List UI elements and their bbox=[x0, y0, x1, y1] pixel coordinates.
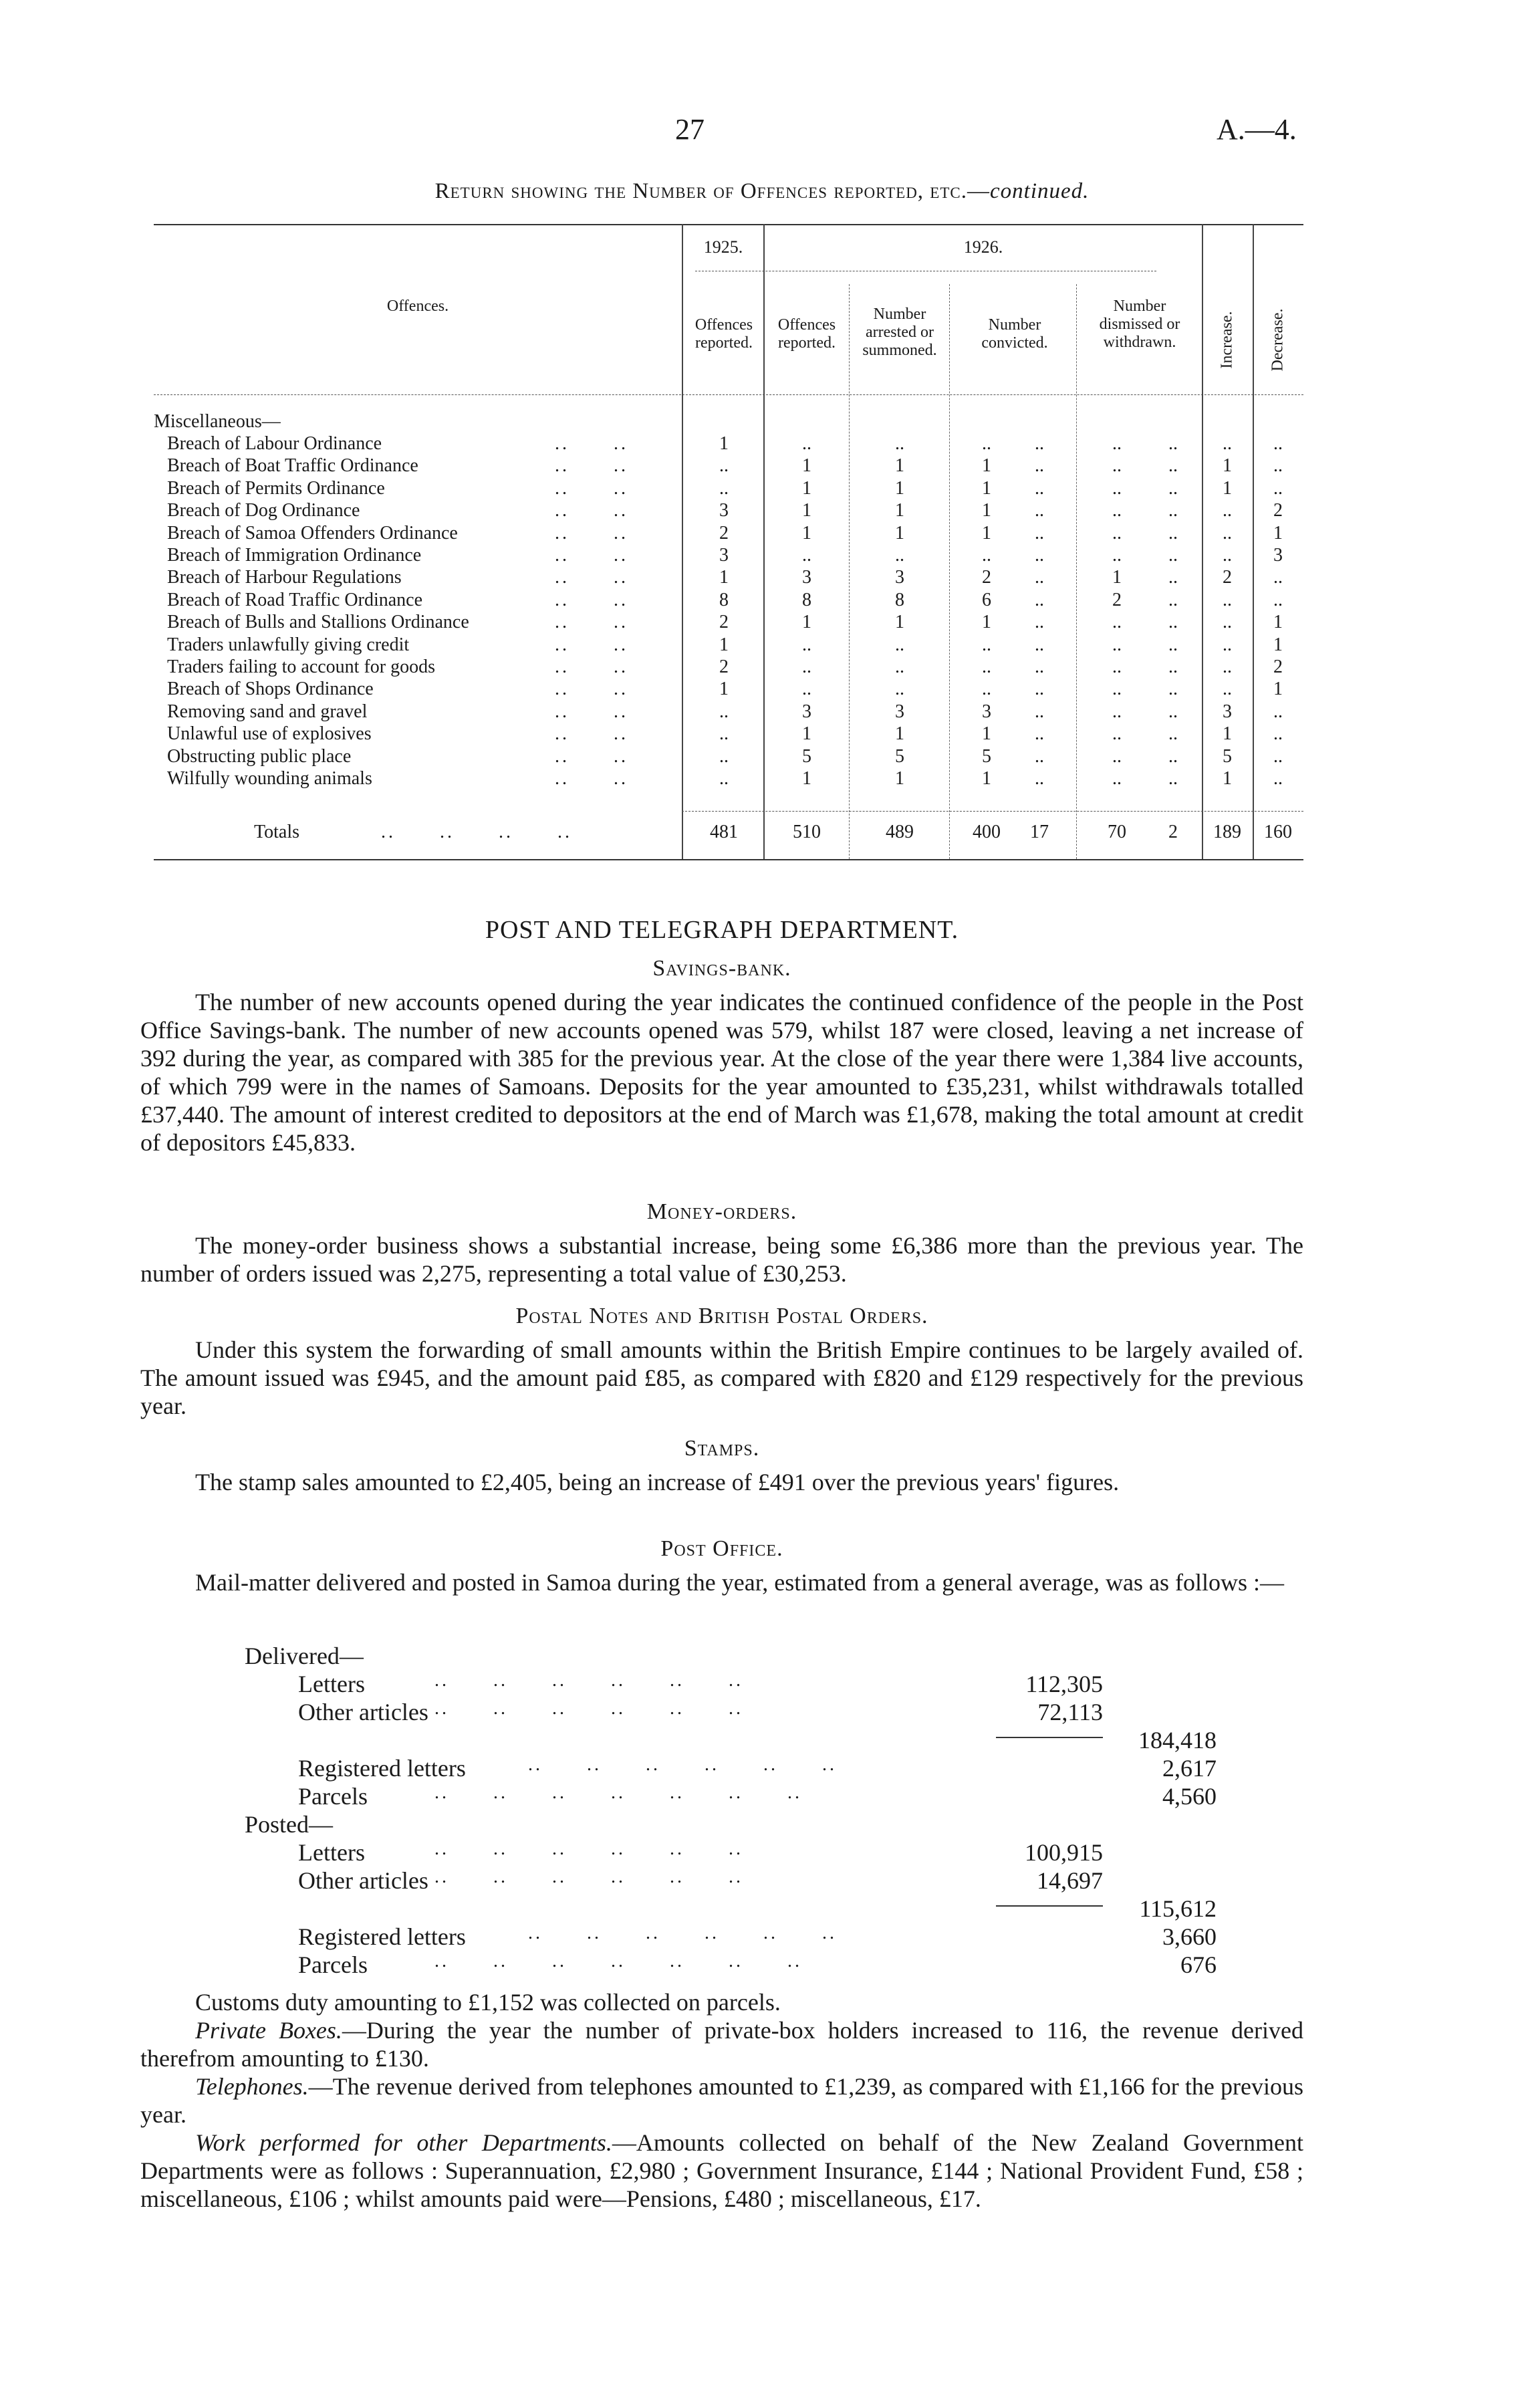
row-label: Breach of Harbour Regulations bbox=[167, 567, 402, 588]
boxes-paragraph bbox=[140, 2016, 1303, 2072]
cell-dec: .. bbox=[1273, 589, 1283, 610]
row-label: Breach of Road Traffic Ordinance bbox=[167, 589, 423, 610]
leader-dots: .. .. bbox=[555, 612, 628, 633]
cell-conv_a: .. bbox=[982, 634, 991, 655]
row-label: Unlawful use of explosives bbox=[167, 723, 372, 745]
table-row bbox=[154, 590, 1303, 612]
boxes-text: —During the year the number of private-box holders increased to 116, the revenue derived therefrom amounting to £130. bbox=[140, 2017, 1304, 2072]
cell-arr: 1 bbox=[895, 612, 904, 633]
cell-r1925: .. bbox=[719, 701, 729, 722]
cell-arr: .. bbox=[895, 679, 904, 700]
cell-conv_a: 3 bbox=[982, 701, 991, 722]
work-paragraph bbox=[140, 2129, 1303, 2213]
leader-dots: .. .. bbox=[555, 433, 628, 454]
table-row bbox=[154, 545, 1303, 567]
cell-dis_b: .. bbox=[1168, 723, 1178, 745]
cell-inc: .. bbox=[1223, 545, 1232, 566]
leader-dots: .. .. .. .. .. .. bbox=[434, 1698, 743, 1719]
cell-inc: 1 bbox=[1223, 723, 1232, 745]
cell-dis_b: .. bbox=[1168, 612, 1178, 633]
cell-arr: 5 bbox=[895, 745, 904, 767]
table-row bbox=[154, 478, 1303, 500]
cell-conv_b: .. bbox=[1035, 433, 1044, 454]
cell-conv_a: 1 bbox=[982, 522, 991, 544]
telephones-paragraph bbox=[140, 2072, 1303, 2129]
posted-other-label: Other articles bbox=[298, 1867, 428, 1894]
col-header-arrested: Number arrested or summoned. bbox=[862, 306, 937, 359]
cell-inc: .. bbox=[1223, 522, 1232, 544]
col-header-year-1926: 1926. bbox=[963, 237, 1003, 257]
table-row bbox=[154, 433, 1303, 455]
postal-paragraph: Under this system the forwarding of small amounts within the British Empire continues to be largely availed of. The amount issued was £945, and the amount paid £85, as compared with £820 and £129 respectively for the previous year. bbox=[140, 1336, 1303, 1419]
cell-arr: 1 bbox=[895, 477, 904, 499]
table-title-main: Return showing the Number of Offences reported, etc.— bbox=[434, 179, 990, 203]
totals-label: Totals bbox=[254, 822, 300, 842]
posted-letters-label: Letters bbox=[298, 1839, 365, 1866]
row-label: Breach of Immigration Ordinance bbox=[167, 545, 422, 566]
cell-conv_b: .. bbox=[1035, 656, 1044, 677]
totals-cell-r1925: 481 bbox=[710, 822, 738, 842]
cell-r1925: 1 bbox=[719, 634, 729, 655]
delivered-other-value: 72,113 bbox=[1037, 1699, 1103, 1725]
cell-dis_b: .. bbox=[1168, 567, 1178, 588]
cell-r1926: 1 bbox=[802, 768, 811, 789]
cell-r1925: .. bbox=[719, 455, 729, 477]
totals-cell-conv_b: 17 bbox=[1030, 822, 1049, 842]
cell-r1926: .. bbox=[802, 545, 811, 566]
col-header-reported-1926: Offences reported. bbox=[777, 316, 836, 352]
table-row bbox=[154, 455, 1303, 477]
cell-conv_a: 1 bbox=[982, 477, 991, 499]
cell-conv_b: .. bbox=[1035, 455, 1044, 477]
cell-conv_a: .. bbox=[982, 656, 991, 677]
cell-r1926: 1 bbox=[802, 522, 811, 544]
table-row bbox=[154, 656, 1303, 679]
cell-dec: 1 bbox=[1273, 522, 1283, 544]
cell-dis_b: .. bbox=[1168, 745, 1178, 767]
table-title-continued: continued. bbox=[990, 179, 1090, 203]
leader-dots: .. .. .. .. .. .. bbox=[434, 1867, 743, 1887]
office-intro: Mail-matter delivered and posted in Samoa during the year, estimated from a general average, was as follows :— bbox=[195, 1569, 1284, 1596]
cell-inc: .. bbox=[1223, 589, 1232, 610]
cell-conv_b: .. bbox=[1035, 612, 1044, 633]
totals-cell-dis_b: 2 bbox=[1168, 822, 1178, 842]
leader-dots: .. .. .. .. .. .. bbox=[434, 1670, 743, 1691]
row-label: Breach of Permits Ordinance bbox=[167, 477, 385, 499]
cell-dis_a: .. bbox=[1112, 500, 1122, 521]
cell-dec: 2 bbox=[1273, 500, 1283, 521]
cell-r1926: 1 bbox=[802, 723, 811, 745]
cell-conv_b: .. bbox=[1035, 745, 1044, 767]
cell-inc: .. bbox=[1223, 634, 1232, 655]
boxes-lead: Private Boxes. bbox=[195, 2017, 342, 2044]
cell-r1925: 1 bbox=[719, 567, 729, 588]
cell-dec: 1 bbox=[1273, 634, 1283, 655]
posted-label: Posted— bbox=[245, 1811, 334, 1838]
cell-conv_b: .. bbox=[1035, 545, 1044, 566]
cell-dis_b: .. bbox=[1168, 634, 1178, 655]
cell-dis_a: .. bbox=[1112, 656, 1122, 677]
col-header-reported-1925: Offences reported. bbox=[694, 316, 753, 352]
cell-inc: .. bbox=[1223, 679, 1232, 700]
cell-dec: .. bbox=[1273, 745, 1283, 767]
posted-parcels-label: Parcels bbox=[298, 1951, 368, 1978]
cell-conv_a: .. bbox=[982, 545, 991, 566]
leader-dots: .. .. bbox=[555, 723, 628, 745]
cell-dis_a: .. bbox=[1112, 522, 1122, 544]
cell-dis_a: 2 bbox=[1112, 589, 1122, 610]
cell-dis_b: .. bbox=[1168, 545, 1178, 566]
leader-dots: .. .. bbox=[555, 768, 628, 789]
totals-cell-conv_a: 400 bbox=[973, 822, 1001, 842]
cell-dis_b: .. bbox=[1168, 589, 1178, 610]
cell-dec: .. bbox=[1273, 701, 1283, 722]
cell-inc: 1 bbox=[1223, 768, 1232, 789]
row-label: Breach of Dog Ordinance bbox=[167, 500, 360, 521]
table-row bbox=[154, 746, 1303, 768]
cell-r1926: 3 bbox=[802, 567, 811, 588]
row-label: Breach of Shops Ordinance bbox=[167, 679, 374, 700]
work-text: —Amounts collected on behalf of the New Zealand Government Departments were as follows : Superannuation, £2,980 ; Government Insurance, £144 ; National Provident Fund, £58 ; miscellaneous, £106 ; whilst amounts paid were—Pensions, £480 ; miscellaneous, £17. bbox=[140, 2129, 1303, 2212]
cell-conv_a: .. bbox=[982, 679, 991, 700]
cell-inc: .. bbox=[1223, 656, 1232, 677]
totals-cell-arr: 489 bbox=[886, 822, 914, 842]
cell-conv_b: .. bbox=[1035, 768, 1044, 789]
totals-cell-inc: 189 bbox=[1213, 822, 1241, 842]
row-label: Obstructing public place bbox=[167, 745, 352, 767]
cell-r1925: 2 bbox=[719, 522, 729, 544]
cell-r1926: .. bbox=[802, 679, 811, 700]
cell-dec: 1 bbox=[1273, 612, 1283, 633]
totals-cell-r1926: 510 bbox=[793, 822, 821, 842]
row-label: Breach of Bulls and Stallions Ordinance bbox=[167, 612, 469, 633]
cell-dis_a: .. bbox=[1112, 455, 1122, 477]
cell-arr: .. bbox=[895, 656, 904, 677]
cell-r1926: 3 bbox=[802, 701, 811, 722]
cell-conv_b: .. bbox=[1035, 589, 1044, 610]
section-label: Miscellaneous— bbox=[154, 411, 281, 432]
cell-arr: .. bbox=[895, 433, 904, 454]
cell-arr: 3 bbox=[895, 701, 904, 722]
leader-dots: .. .. bbox=[555, 522, 628, 544]
cell-inc: 5 bbox=[1223, 745, 1232, 767]
cell-conv_b: .. bbox=[1035, 701, 1044, 722]
delivered-label: Delivered— bbox=[245, 1643, 364, 1669]
cell-arr: 1 bbox=[895, 522, 904, 544]
telephones-text: —The revenue derived from telephones amounted to £1,239, as compared with £1,166 for the previous year. bbox=[140, 2073, 1303, 2128]
cell-dis_b: .. bbox=[1168, 522, 1178, 544]
cell-r1926: .. bbox=[802, 433, 811, 454]
cell-dis_a: .. bbox=[1112, 612, 1122, 633]
table-row bbox=[154, 723, 1303, 745]
money-section bbox=[140, 1231, 1303, 1288]
totals-row bbox=[154, 822, 1303, 844]
cell-dis_a: .. bbox=[1112, 768, 1122, 789]
table-row bbox=[154, 567, 1303, 589]
leader-dots: .. .. bbox=[555, 567, 628, 588]
cell-conv_a: 1 bbox=[982, 455, 991, 477]
cell-dis_a: .. bbox=[1112, 545, 1122, 566]
cell-inc: 1 bbox=[1223, 455, 1232, 477]
cell-arr: 8 bbox=[895, 589, 904, 610]
table-title bbox=[0, 179, 1524, 204]
row-label: Traders failing to account for goods bbox=[167, 656, 435, 677]
cell-dec: .. bbox=[1273, 477, 1283, 499]
cell-dec: 3 bbox=[1273, 545, 1283, 566]
cell-conv_b: .. bbox=[1035, 500, 1044, 521]
cell-r1925: 2 bbox=[719, 612, 729, 633]
row-label: Breach of Boat Traffic Ordinance bbox=[167, 455, 418, 477]
customs-paragraph: Customs duty amounting to £1,152 was collected on parcels. bbox=[195, 1989, 781, 2016]
leader-dots: .. .. bbox=[555, 701, 628, 722]
cell-arr: .. bbox=[895, 634, 904, 655]
leader-dots: .. .. bbox=[555, 656, 628, 677]
table-row bbox=[154, 679, 1303, 701]
row-label: Breach of Samoa Offenders Ordinance bbox=[167, 522, 458, 544]
row-label: Wilfully wounding animals bbox=[167, 768, 372, 789]
cell-arr: 1 bbox=[895, 723, 904, 745]
cell-r1925: 8 bbox=[719, 589, 729, 610]
cell-arr: 1 bbox=[895, 455, 904, 477]
office-section bbox=[140, 1568, 1303, 1596]
table-bottom-rule bbox=[154, 859, 1303, 860]
cell-conv_a: .. bbox=[982, 433, 991, 454]
cell-arr: 3 bbox=[895, 567, 904, 588]
cell-dec: .. bbox=[1273, 768, 1283, 789]
cell-dis_b: .. bbox=[1168, 477, 1178, 499]
cell-dis_b: .. bbox=[1168, 500, 1178, 521]
cell-dec: .. bbox=[1273, 455, 1283, 477]
cell-conv_a: 1 bbox=[982, 500, 991, 521]
table-row bbox=[154, 523, 1303, 545]
cell-conv_a: 1 bbox=[982, 723, 991, 745]
document-reference: A.—4. bbox=[1217, 113, 1297, 146]
cell-dis_a: .. bbox=[1112, 679, 1122, 700]
leader-dots: .. .. bbox=[555, 634, 628, 655]
cell-r1925: .. bbox=[719, 477, 729, 499]
posted-letters-value: 100,915 bbox=[1025, 1839, 1103, 1866]
totals-rule bbox=[682, 811, 1303, 812]
leader-dots: .. .. .. .. .. .. bbox=[528, 1754, 837, 1775]
table-row bbox=[154, 612, 1303, 634]
delivered-letters-label: Letters bbox=[298, 1671, 365, 1697]
money-paragraph: The money-order business shows a substantial increase, being some £6,386 more than the previous year. The number of orders issued was 2,275, representing a total value of £30,253. bbox=[140, 1232, 1303, 1287]
cell-r1926: .. bbox=[802, 634, 811, 655]
delivered-letters-value: 112,305 bbox=[1025, 1671, 1103, 1697]
cell-dec: .. bbox=[1273, 433, 1283, 454]
leader-dots: .. .. .. .. .. .. bbox=[528, 1923, 837, 1943]
closing-section bbox=[140, 1988, 1303, 2213]
leader-dots: .. .. .. .. .. .. .. bbox=[434, 1782, 802, 1803]
cell-r1925: 2 bbox=[719, 656, 729, 677]
cell-dec: 1 bbox=[1273, 679, 1283, 700]
totals-cell-dis_a: 70 bbox=[1108, 822, 1126, 842]
delivered-reg-label: Registered letters bbox=[298, 1755, 466, 1782]
cell-inc: .. bbox=[1223, 612, 1232, 633]
table-row bbox=[154, 768, 1303, 790]
cell-r1926: 8 bbox=[802, 589, 811, 610]
cell-conv_b: .. bbox=[1035, 723, 1044, 745]
cell-inc: 1 bbox=[1223, 477, 1232, 499]
posted-other-value: 14,697 bbox=[1037, 1867, 1103, 1894]
col-header-dismissed: Number dismissed or withdrawn. bbox=[1099, 297, 1180, 351]
cell-conv_b: .. bbox=[1035, 634, 1044, 655]
delivered-parcels-label: Parcels bbox=[298, 1783, 368, 1810]
header-bottom-rule bbox=[154, 394, 1303, 395]
cell-conv_a: 1 bbox=[982, 768, 991, 789]
cell-dis_b: .. bbox=[1168, 701, 1178, 722]
table-row bbox=[154, 701, 1303, 723]
postal-section bbox=[140, 1336, 1303, 1420]
stamps-paragraph: The stamp sales amounted to £2,405, being an increase of £491 over the previous years' figures. bbox=[195, 1469, 1120, 1495]
cell-dis_a: .. bbox=[1112, 701, 1122, 722]
money-heading: Money-orders. bbox=[646, 1199, 797, 1224]
cell-r1926: .. bbox=[802, 656, 811, 677]
leader-dots: .. .. .. .. .. .. bbox=[434, 1838, 743, 1859]
postal-heading: Postal Notes and British Postal Orders. bbox=[515, 1304, 928, 1328]
cell-dis_b: .. bbox=[1168, 433, 1178, 454]
cell-inc: 2 bbox=[1223, 567, 1232, 588]
cell-conv_b: .. bbox=[1035, 567, 1044, 588]
leader-dots: .. .. bbox=[555, 679, 628, 700]
leader-dots: .. .. bbox=[555, 745, 628, 767]
cell-conv_a: 5 bbox=[982, 745, 991, 767]
cell-inc: .. bbox=[1223, 433, 1232, 454]
page-number: 27 bbox=[675, 113, 705, 146]
delivered-other-label: Other articles bbox=[298, 1699, 428, 1725]
col-header-convicted: Number convicted. bbox=[981, 316, 1048, 352]
cell-r1926: 1 bbox=[802, 455, 811, 477]
cell-dis_b: .. bbox=[1168, 455, 1178, 477]
cell-r1925: .. bbox=[719, 745, 729, 767]
leader-dots: .. .. bbox=[555, 589, 628, 610]
cell-conv_a: 2 bbox=[982, 567, 991, 588]
stamps-section bbox=[140, 1468, 1303, 1496]
leader-dots: .. .. bbox=[555, 477, 628, 499]
cell-conv_a: 6 bbox=[982, 589, 991, 610]
page-header bbox=[0, 112, 1524, 152]
cell-conv_b: .. bbox=[1035, 522, 1044, 544]
col-header-year-1925: 1925. bbox=[703, 237, 743, 257]
subtotal-rule bbox=[996, 1737, 1103, 1738]
leader-dots: .. .. bbox=[555, 500, 628, 521]
cell-r1925: 3 bbox=[719, 500, 729, 521]
row-label: Traders unlawfully giving credit bbox=[167, 634, 410, 655]
savings-paragraph: The number of new accounts opened during the year indicates the continued confidence of the people in the Post Office Savings-bank. The number of new accounts opened was 579, whilst 187 were closed, leaving a net increase of 392 during the year, as compared with 385 for the previous year. At the close of the year there were 1,384 live accounts, of which 799 were in the names of Samoans. Deposits for the year amounted to £35,231, whilst withdrawals totalled £37,440. The amount of interest credited to depositors at the end of March was £1,678, making the total amount at credit of depositors £45,833. bbox=[140, 989, 1303, 1156]
cell-dis_a: .. bbox=[1112, 745, 1122, 767]
leader-dots: .. .. bbox=[555, 545, 628, 566]
delivered-reg-value: 2,617 bbox=[1162, 1755, 1217, 1782]
cell-dec: .. bbox=[1273, 567, 1283, 588]
row-label: Removing sand and gravel bbox=[167, 701, 368, 722]
totals-cell-dec: 160 bbox=[1264, 822, 1292, 842]
posted-reg-value: 3,660 bbox=[1162, 1923, 1217, 1950]
posted-reg-label: Registered letters bbox=[298, 1923, 466, 1950]
col-header-offences: Offences. bbox=[386, 297, 449, 315]
savings-section bbox=[140, 988, 1303, 1157]
cell-r1926: 1 bbox=[802, 477, 811, 499]
cell-conv_b: .. bbox=[1035, 477, 1044, 499]
posted-subtotal: 115,612 bbox=[1139, 1895, 1217, 1922]
cell-dis_a: .. bbox=[1112, 723, 1122, 745]
cell-arr: 1 bbox=[895, 768, 904, 789]
table-row bbox=[154, 500, 1303, 522]
col-header-decrease: Decrease. bbox=[1269, 308, 1287, 372]
cell-r1926: 1 bbox=[802, 500, 811, 521]
leader-dots: .. .. .. .. bbox=[381, 822, 572, 842]
cell-dis_a: .. bbox=[1112, 477, 1122, 499]
cell-dis_b: .. bbox=[1168, 656, 1178, 677]
cell-r1925: 1 bbox=[719, 433, 729, 454]
cell-conv_b: .. bbox=[1035, 679, 1044, 700]
cell-dis_b: .. bbox=[1168, 768, 1178, 789]
cell-inc: 3 bbox=[1223, 701, 1232, 722]
telephones-lead: Telephones. bbox=[195, 2073, 309, 2100]
delivered-subtotal: 184,418 bbox=[1138, 1727, 1217, 1754]
cell-conv_a: 1 bbox=[982, 612, 991, 633]
dept-title: POST AND TELEGRAPH DEPARTMENT. bbox=[485, 916, 959, 944]
cell-r1925: .. bbox=[719, 768, 729, 789]
subtotal-rule bbox=[996, 1905, 1103, 1907]
cell-arr: .. bbox=[895, 545, 904, 566]
cell-dis_b: .. bbox=[1168, 679, 1178, 700]
cell-r1926: 1 bbox=[802, 612, 811, 633]
cell-dec: .. bbox=[1273, 723, 1283, 745]
savings-heading: Savings-bank. bbox=[652, 956, 791, 981]
cell-r1925: 1 bbox=[719, 679, 729, 700]
cell-r1925: .. bbox=[719, 723, 729, 745]
posted-parcels-value: 676 bbox=[1180, 1951, 1217, 1978]
cell-dis_a: .. bbox=[1112, 433, 1122, 454]
delivered-parcels-value: 4,560 bbox=[1162, 1783, 1217, 1810]
row-label: Breach of Labour Ordinance bbox=[167, 433, 382, 454]
work-lead: Work performed for other Departments. bbox=[195, 2129, 612, 2156]
office-heading: Post Office. bbox=[660, 1536, 783, 1561]
table-top-rule bbox=[154, 224, 1303, 225]
cell-r1925: 3 bbox=[719, 545, 729, 566]
cell-r1926: 5 bbox=[802, 745, 811, 767]
cell-dis_a: 1 bbox=[1112, 567, 1122, 588]
table-row bbox=[154, 634, 1303, 656]
leader-dots: .. .. bbox=[555, 455, 628, 477]
cell-arr: 1 bbox=[895, 500, 904, 521]
cell-dis_a: .. bbox=[1112, 634, 1122, 655]
stamps-heading: Stamps. bbox=[684, 1436, 760, 1461]
cell-dec: 2 bbox=[1273, 656, 1283, 677]
cell-inc: .. bbox=[1223, 500, 1232, 521]
leader-dots: .. .. .. .. .. .. .. bbox=[434, 1951, 802, 1971]
col-header-increase: Increase. bbox=[1218, 311, 1236, 369]
